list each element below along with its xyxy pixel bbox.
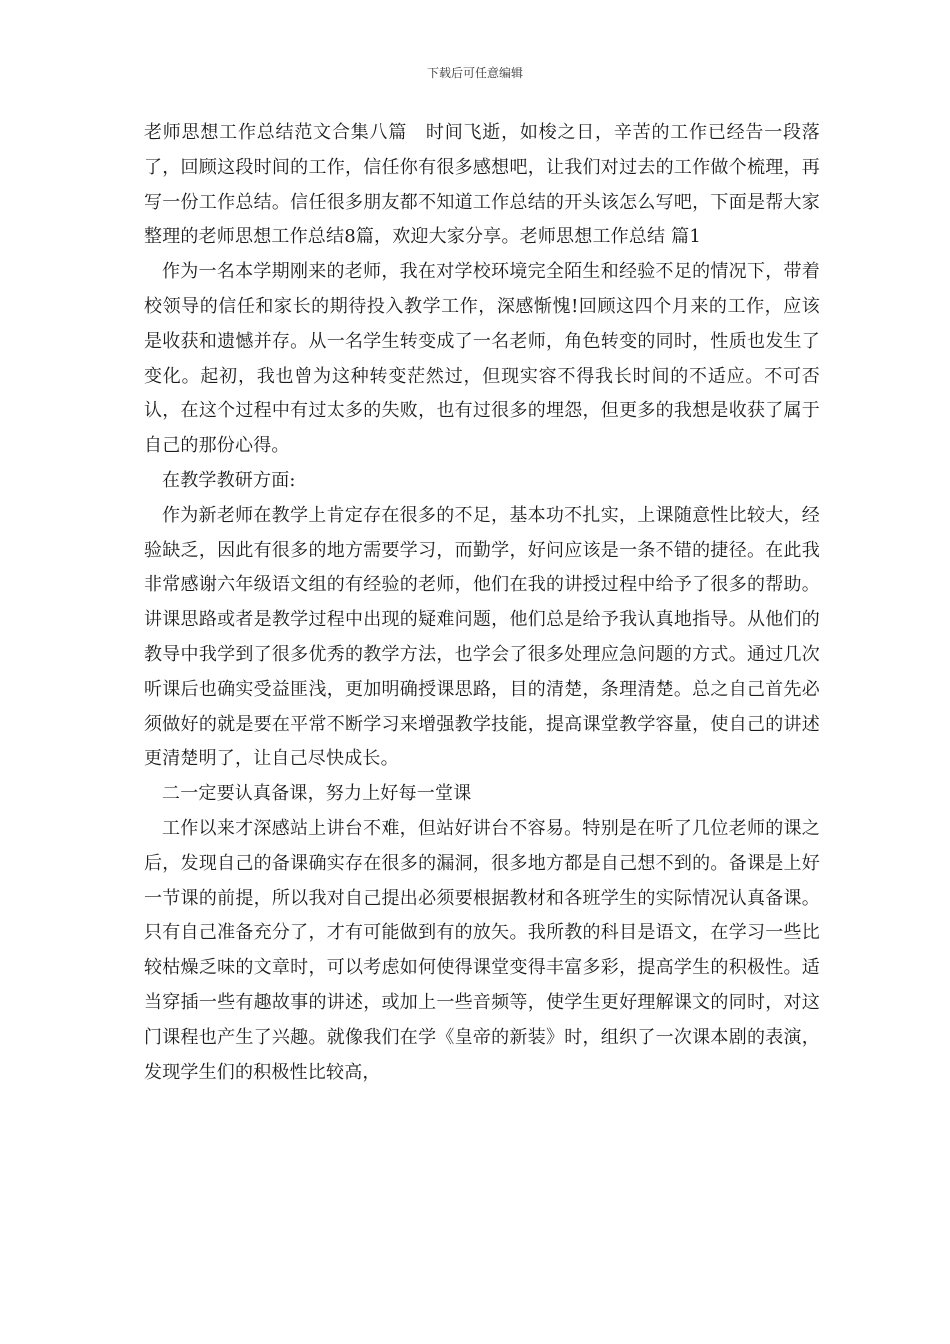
page-header: 下载后可任意编辑 [426, 66, 523, 80]
body-paragraph: 作为一名本学期刚来的老师，我在对学校环境完全陌生和经验不足的情况下，带着校领导的信任和家长的期待投入教学工作，深感惭愧!回顾这四个月来的工作，应该是收获和遗憾并存。从一名学生转变成了一名老师，角色转变的同时，性质也发生了变化。起初，我也曾为这种转变茫然过，但现实容不得我长时间的不适应。不可否认，在这个过程中有过太多的失败，也有过很多的埋怨，但更多的我想是收获了属于自己的那份心得。 [144, 261, 820, 457]
section-heading: 二一定要认真备课，努力上好每一堂课 [162, 783, 472, 805]
intro-paragraph: 老师思想工作总结范文合集八篇 时间飞逝，如梭之日，辛苦的工作已经告一段落了，回顾这段时间的工作，信任你有很多感想吧，让我们对过去的工作做个梳理，再写一份工作总结。信任很多朋友都不知道工作总结的开头该怎么写吧，下面是帮大家整理的老师思想工作总结8篇，欢迎大家分享。老师思想工作总结 篇1 [144, 122, 820, 248]
document-body [144, 116, 820, 1090]
section-heading: 在教学教研方面: [162, 469, 296, 491]
body-paragraph: 工作以来才深感站上讲台不难，但站好讲台不容易。特别是在听了几位老师的课之后，发现自己的备课确实存在很多的漏洞，很多地方都是自己想不到的。备课是上好一节课的前提，所以我对自己提出必须要根据教材和各班学生的实际情况认真备课。只有自己准备充分了，才有可能做到有的放矢。我所教的科目是语文，在学习一些比较枯燥乏味的文章时，可以考虑如何使得课堂变得丰富多彩，提高学生的积极性。适当穿插一些有趣故事的讲述，或加上一些音频等，使学生更好理解课文的同时，对这门课程也产生了兴趣。就像我们在学《皇帝的新装》时，组织了一次课本剧的表演，发现学生们的积极性比较高， [144, 817, 820, 1083]
body-paragraph: 作为新老师在教学上肯定存在很多的不足，基本功不扎实，上课随意性比较大，经验缺乏，因此有很多的地方需要学习，而勤学，好问应该是一条不错的捷径。在此我非常感谢六年级语文组的有经验的老师，他们在我的讲授过程中给予了很多的帮助。讲课思路或者是教学过程中出现的疑难问题，他们总是给予我认真地指导。从他们的教导中我学到了很多优秀的教学方法，也学会了很多处理应急问题的方式。通过几次听课后也确实受益匪浅，更加明确授课思路，目的清楚，条理清楚。总之自己首先必须做好的就是要在平常不断学习来增强教学技能，提高课堂教学容量，使自己的讲述更清楚明了，让自己尽快成长。 [144, 504, 820, 770]
